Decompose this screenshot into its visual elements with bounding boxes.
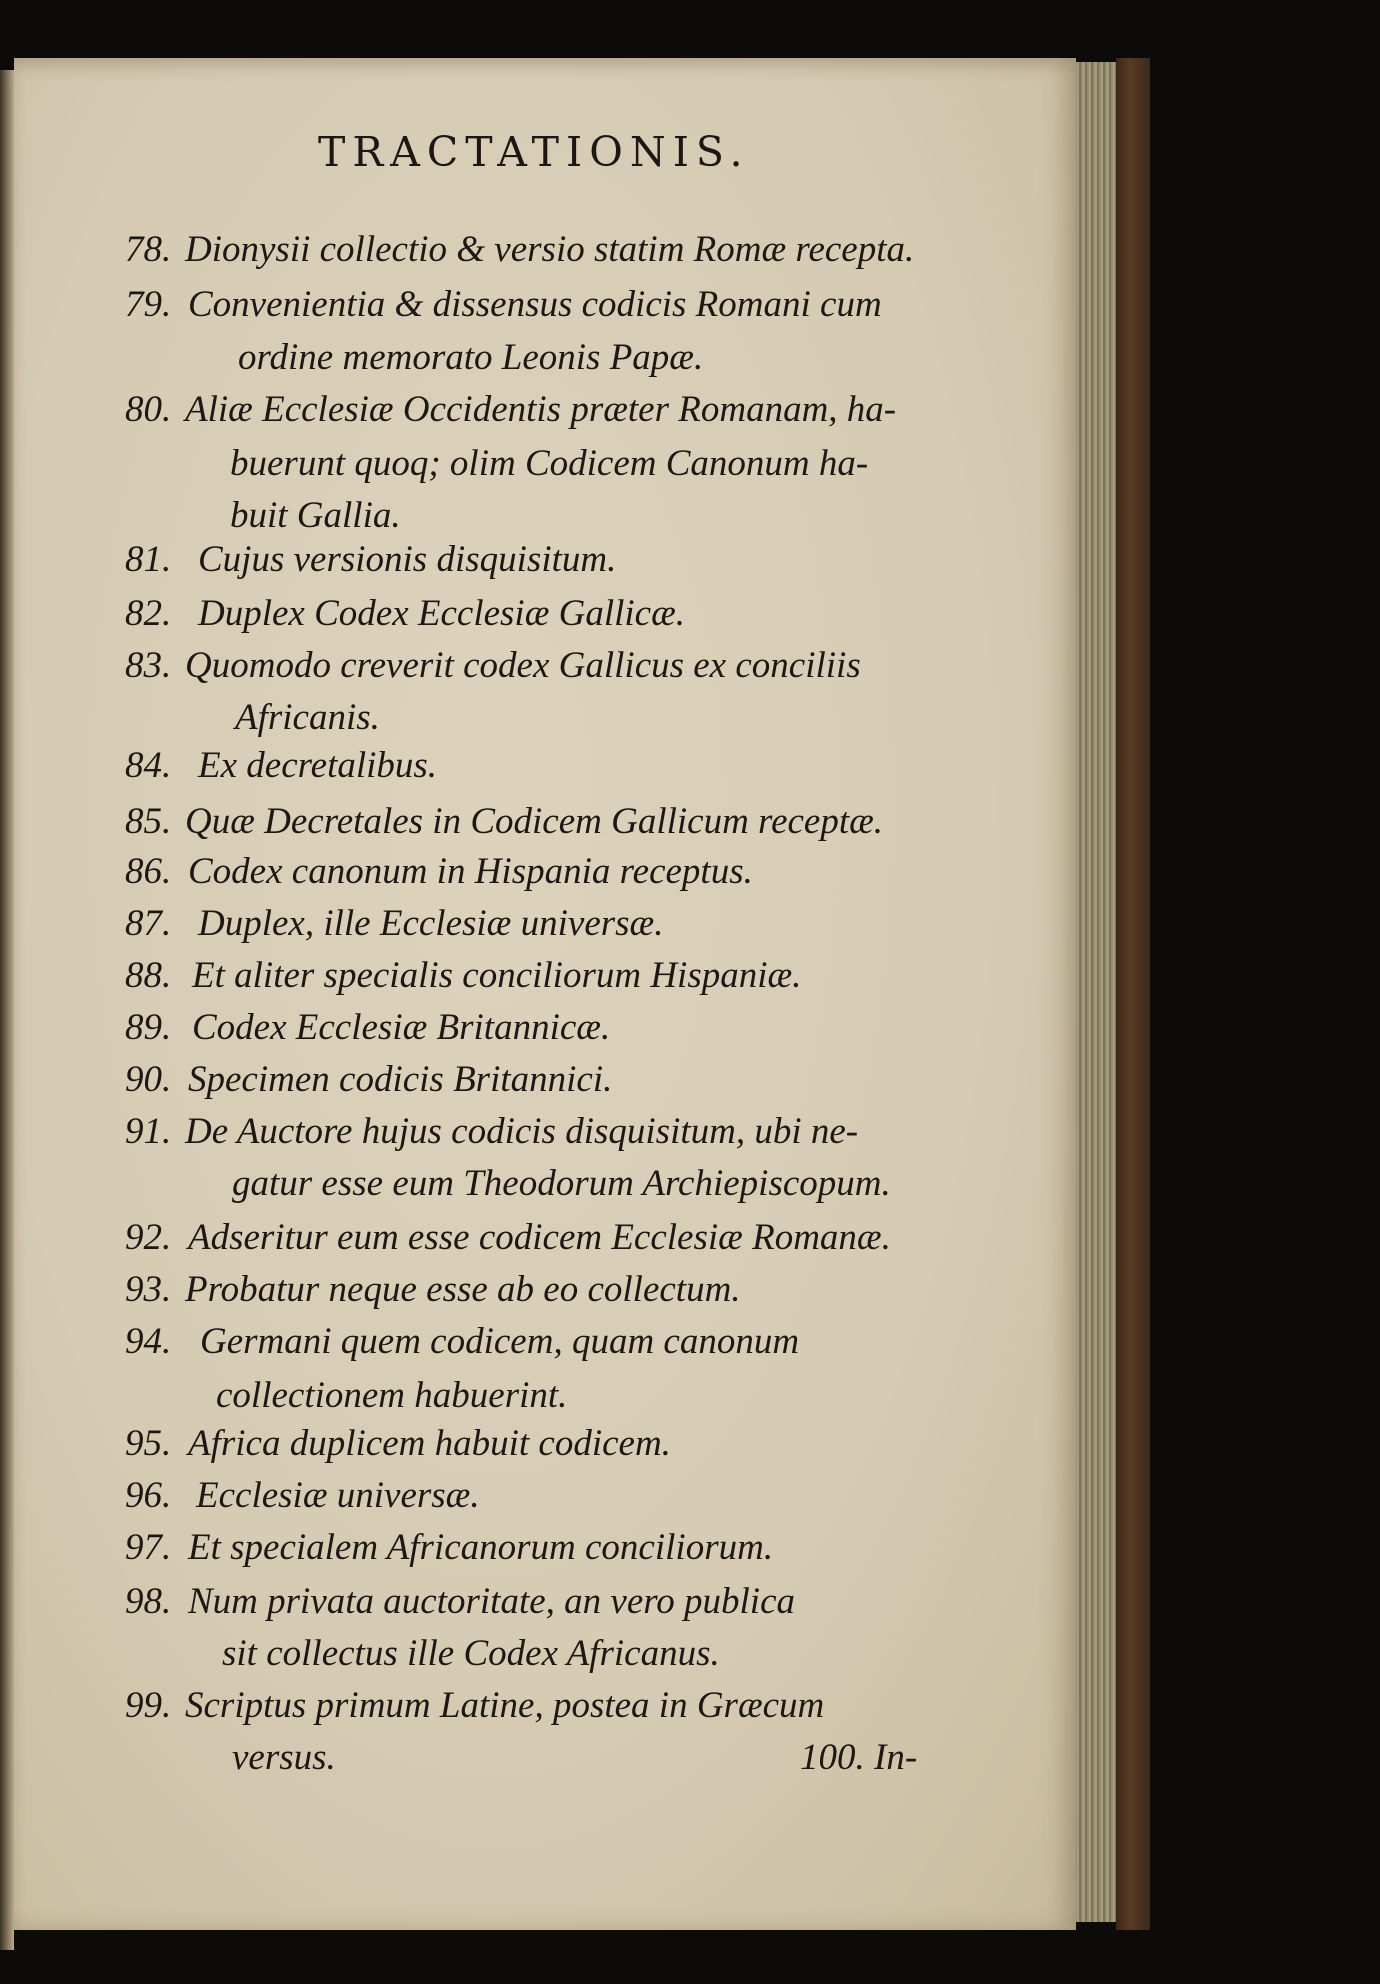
entry-number: 94.: [125, 1321, 172, 1362]
entry-text: sit collectus ille Codex Africanus.: [222, 1633, 720, 1674]
entry-number: 99.: [125, 1685, 172, 1726]
entry-text: collectionem habuerint.: [216, 1375, 568, 1416]
catchword: 100. In-: [800, 1737, 918, 1778]
entry-text: Quomodo creverit codex Gallicus ex conciliis: [185, 645, 861, 686]
entry-number: 97.: [125, 1527, 172, 1568]
entry-number: 82.: [125, 593, 172, 634]
entry-text: Ex decretalibus.: [198, 745, 438, 786]
entry-text: Germani quem codicem, quam canonum: [200, 1321, 800, 1362]
entry-text: buit Gallia.: [230, 495, 401, 536]
entry-number: 83.: [125, 645, 172, 686]
entry-number: 80.: [125, 389, 172, 430]
entry-text: Dionysii collectio & versio statim Romæ recepta.: [185, 229, 915, 270]
entry-text: Et specialem Africanorum conciliorum.: [188, 1527, 774, 1568]
book-cover: [1116, 58, 1150, 1930]
entry-text: Convenientia & dissensus codicis Romani cum: [188, 284, 882, 325]
entry-number: 84.: [125, 745, 172, 786]
running-head: TRACTATIONIS.: [318, 128, 750, 176]
entry-text: Quæ Decretales in Codicem Gallicum receptæ.: [185, 801, 884, 842]
entry-text: Probatur neque esse ab eo collectum.: [185, 1269, 741, 1310]
entry-number: 81.: [125, 539, 172, 580]
entry-number: 87.: [125, 903, 172, 944]
entry-number: 96.: [125, 1475, 172, 1516]
entry-number: 85.: [125, 801, 172, 842]
entry-text: versus.: [232, 1737, 336, 1778]
entry-text: Duplex, ille Ecclesiæ universæ.: [198, 903, 664, 944]
entry-number: 95.: [125, 1423, 172, 1464]
entry-number: 91.: [125, 1111, 172, 1152]
entry-text: buerunt quoq; olim Codicem Canonum ha-: [230, 443, 869, 484]
entry-text: ordine memorato Leonis Papæ.: [238, 337, 704, 378]
entry-text: Cujus versionis disquisitum.: [198, 539, 617, 580]
entry-text: De Auctore hujus codicis disquisitum, ubi ne-: [185, 1111, 859, 1152]
entry-text: Scriptus primum Latine, postea in Græcum: [185, 1685, 825, 1726]
entry-text: Africanis.: [235, 697, 380, 738]
entry-text: Duplex Codex Ecclesiæ Gallicæ.: [198, 593, 686, 634]
entry-number: 92.: [125, 1217, 172, 1258]
entry-text: gatur esse eum Theodorum Archiepiscopum.: [232, 1163, 891, 1204]
entry-number: 89.: [125, 1007, 172, 1048]
page-block-edges: [1076, 62, 1116, 1922]
entry-text: Specimen codicis Britannici.: [188, 1059, 613, 1100]
entry-text: Africa duplicem habuit codicem.: [188, 1423, 671, 1464]
entry-number: 86.: [125, 851, 172, 892]
entry-number: 90.: [125, 1059, 172, 1100]
entry-number: 78.: [125, 229, 172, 270]
entry-text: Et aliter specialis conciliorum Hispaniæ.: [192, 955, 802, 996]
entry-text: Aliæ Ecclesiæ Occidentis præter Romanam, ha-: [185, 389, 897, 430]
entry-number: 88.: [125, 955, 172, 996]
entry-number: 98.: [125, 1581, 172, 1622]
entry-text: Codex canonum in Hispania receptus.: [188, 851, 753, 892]
entry-number: 93.: [125, 1269, 172, 1310]
entry-text: Adseritur eum esse codicem Ecclesiæ Romanæ.: [188, 1217, 891, 1258]
entry-text: Codex Ecclesiæ Britannicæ.: [192, 1007, 611, 1048]
entry-number: 79.: [125, 284, 172, 325]
entry-text: Ecclesiæ universæ.: [196, 1475, 480, 1516]
entry-text: Num privata auctoritate, an vero publica: [188, 1581, 795, 1622]
